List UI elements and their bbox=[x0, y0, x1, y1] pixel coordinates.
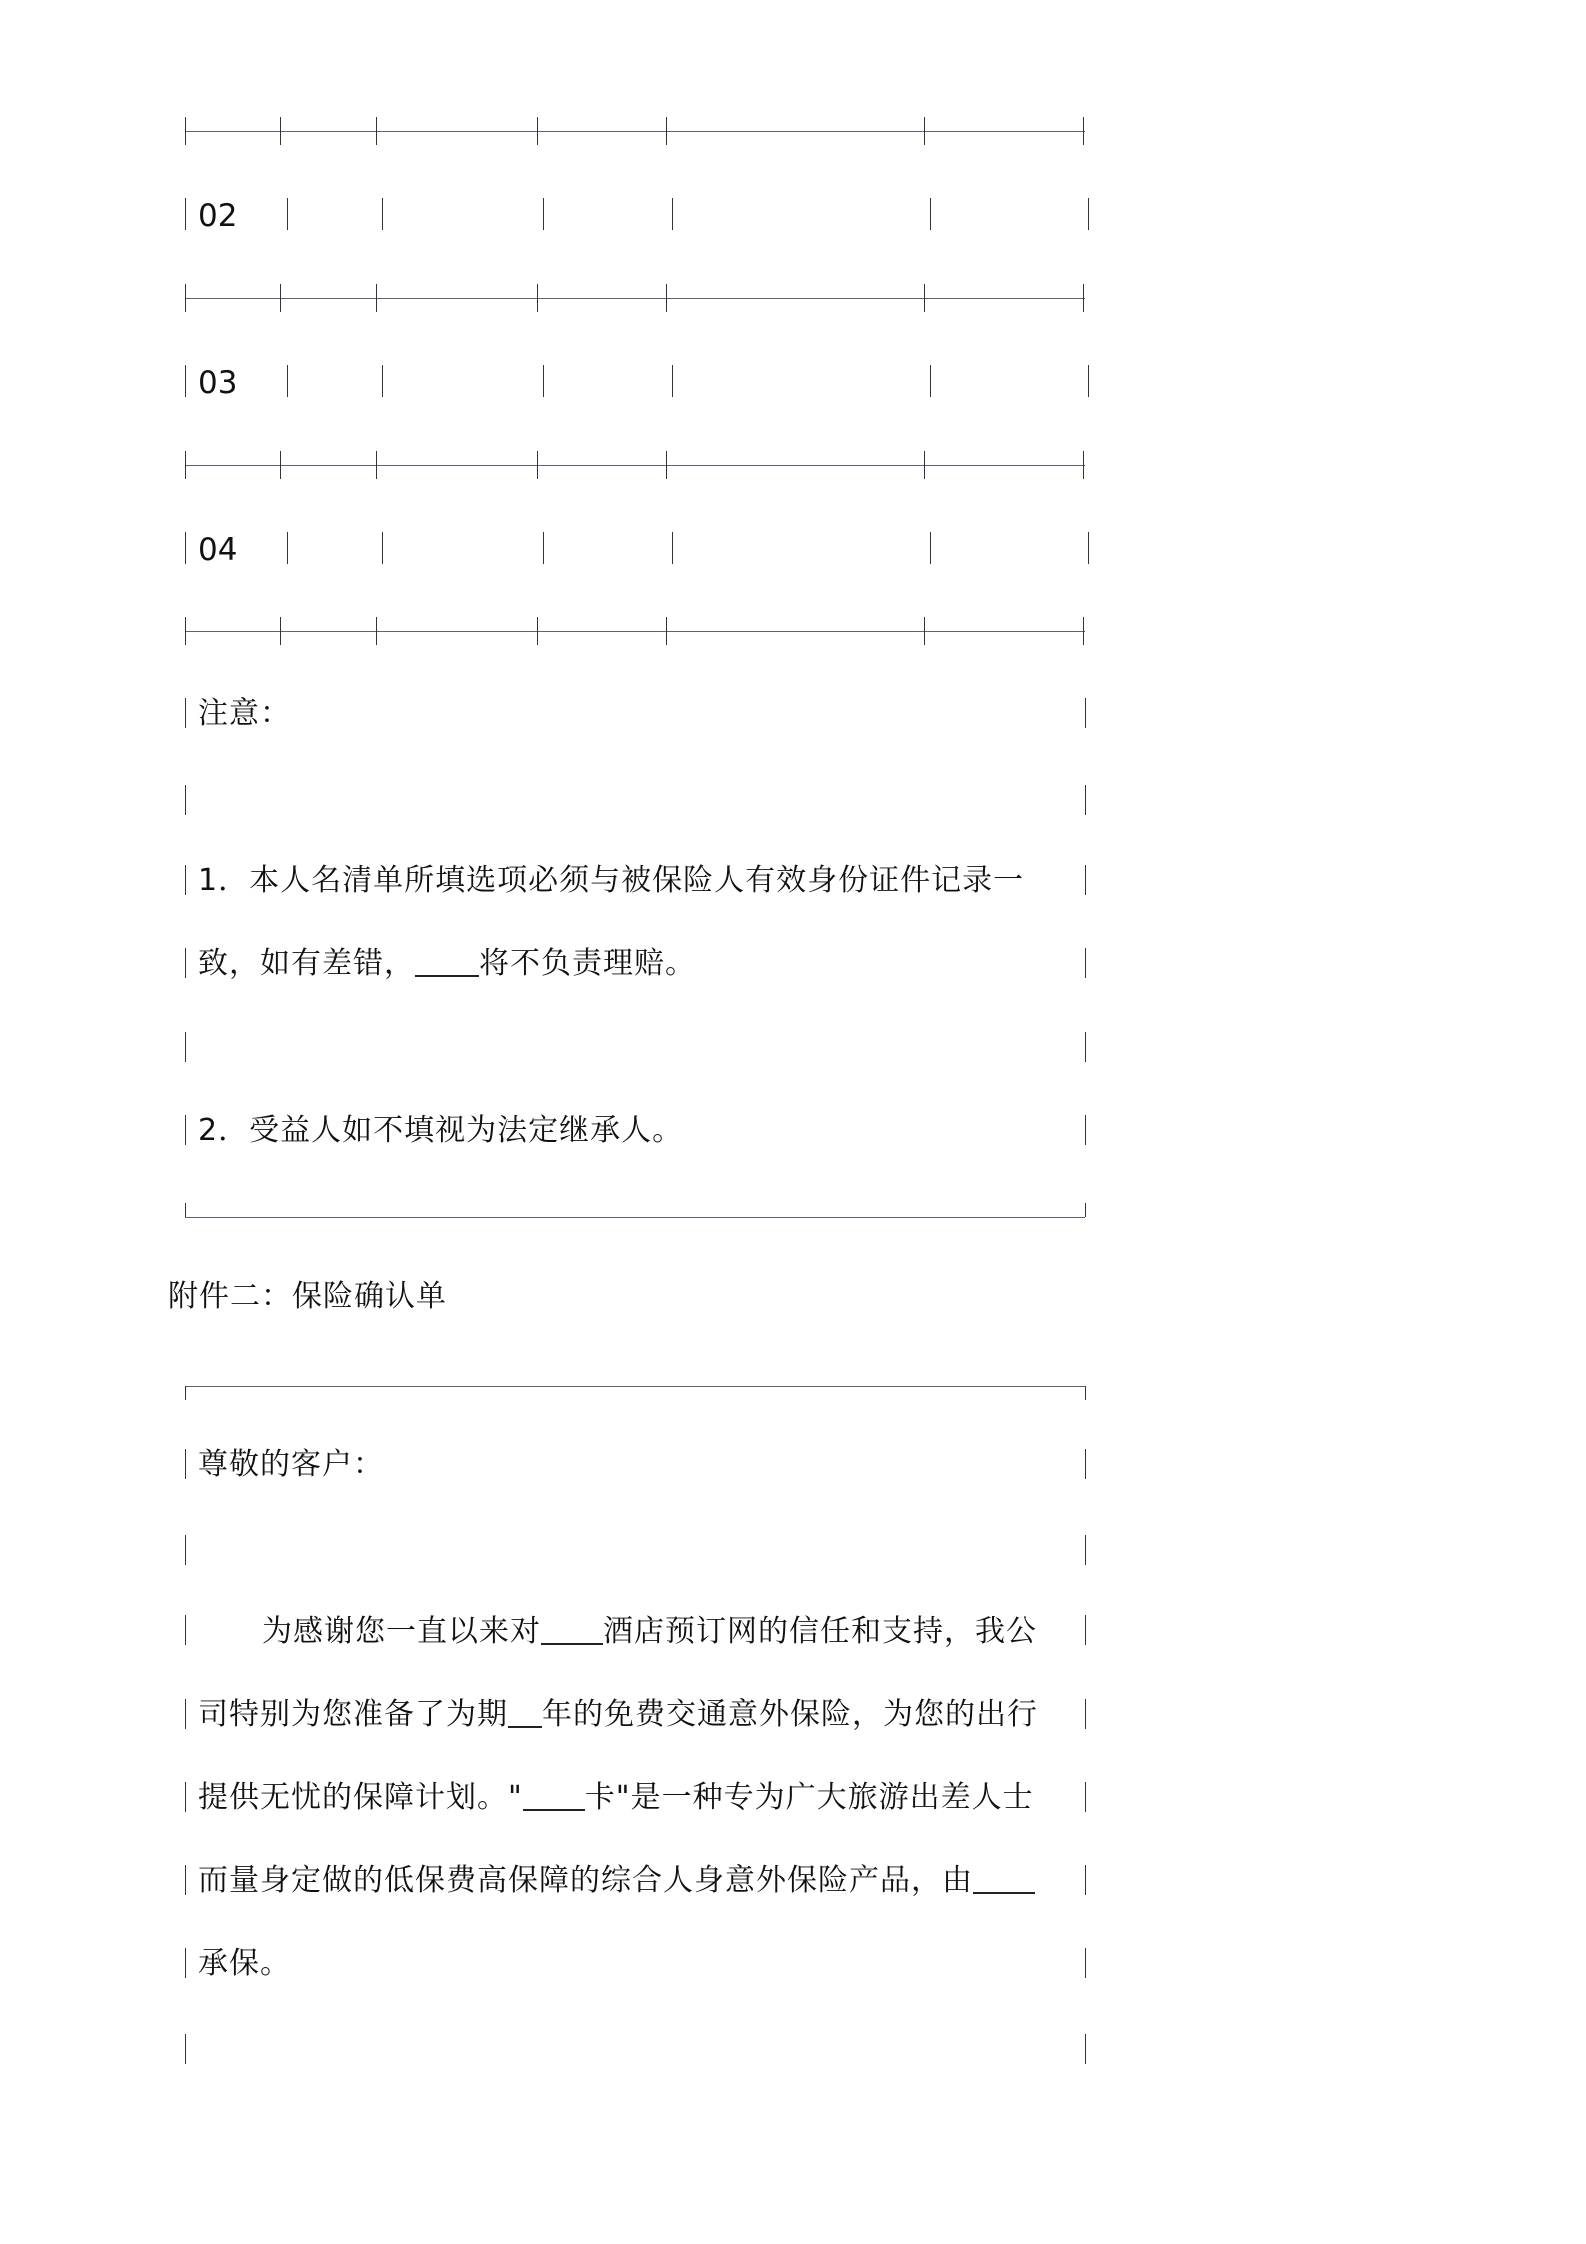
notes-item-1-text-b: 将不负责理赔。 bbox=[479, 946, 696, 981]
box-corner bbox=[185, 1203, 186, 1217]
box-border-right bbox=[1085, 1865, 1086, 1895]
paragraph-text: 卡"是一种专为广大旅游出差人士 bbox=[584, 1780, 1034, 1815]
paragraph-text: 酒店预订网的信任和支持，我公 bbox=[603, 1614, 1037, 1649]
table-rule-tick bbox=[537, 117, 538, 145]
table-rule bbox=[185, 465, 1085, 466]
table-rule-tick bbox=[924, 451, 925, 479]
table-rule-tick bbox=[537, 617, 538, 645]
table-rule-tick bbox=[924, 117, 925, 145]
paragraph-text: 提供无忧的保障计划。" bbox=[198, 1780, 523, 1815]
table-rule-tick bbox=[280, 284, 281, 312]
box-border-left bbox=[185, 948, 186, 978]
table-cell-border bbox=[672, 365, 673, 397]
table-cell-border bbox=[185, 198, 186, 230]
table-cell-border bbox=[672, 532, 673, 564]
table-rule-tick bbox=[185, 617, 186, 645]
box-border-right bbox=[1085, 698, 1086, 728]
fill-in-blank bbox=[541, 1613, 603, 1645]
table-cell-border bbox=[1088, 198, 1089, 230]
paragraph-line bbox=[198, 1861, 1035, 1901]
box-border-left bbox=[185, 698, 186, 728]
table-cell-border bbox=[287, 198, 288, 230]
table-row-number: 04 bbox=[198, 532, 238, 568]
box-border-right bbox=[1085, 1782, 1086, 1812]
table-rule-tick bbox=[280, 117, 281, 145]
table-rule-tick bbox=[376, 284, 377, 312]
box-corner bbox=[185, 1386, 186, 1400]
table-rule-tick bbox=[1083, 117, 1084, 145]
box-border-left bbox=[185, 1865, 186, 1895]
table-rule-tick bbox=[280, 617, 281, 645]
table-rule-tick bbox=[924, 284, 925, 312]
box-border-left bbox=[185, 785, 186, 815]
box-border-left bbox=[185, 1615, 186, 1645]
table-rule bbox=[185, 631, 1085, 632]
box-border-left bbox=[185, 1032, 186, 1062]
notes-item-2: 2．受益人如不填视为法定继承人。 bbox=[198, 1113, 684, 1148]
box-border-left bbox=[185, 1699, 186, 1729]
box-border-left bbox=[185, 1782, 186, 1812]
box-border-right bbox=[1085, 785, 1086, 815]
table-cell-border bbox=[543, 532, 544, 564]
box-border-left bbox=[185, 2034, 186, 2064]
table-rule-tick bbox=[1083, 451, 1084, 479]
table-rule-tick bbox=[666, 617, 667, 645]
table-rule-tick bbox=[1083, 617, 1084, 645]
table-cell-border bbox=[287, 365, 288, 397]
table-rule-tick bbox=[376, 451, 377, 479]
box-border-left bbox=[185, 1948, 186, 1978]
confirm-box-top bbox=[185, 1386, 1085, 1387]
table-rule-top bbox=[185, 131, 1085, 132]
box-border-left bbox=[185, 1115, 186, 1145]
greeting: 尊敬的客户： bbox=[198, 1447, 384, 1482]
box-border-right bbox=[1085, 1115, 1086, 1145]
box-border-right bbox=[1085, 2034, 1086, 2064]
table-cell-border bbox=[930, 198, 931, 230]
table-rule-tick bbox=[185, 117, 186, 145]
table-cell-border bbox=[382, 532, 383, 564]
paragraph-text: 年的免费交通意外保险，为您的出行 bbox=[542, 1697, 1038, 1732]
notes-item-1: 1．本人名清单所填选项必须与被保险人有效身份证件记录一 bbox=[198, 863, 1025, 898]
paragraph-text: 而量身定做的低保费高保障的综合人身意外保险产品，由 bbox=[198, 1863, 973, 1898]
box-corner bbox=[1085, 1203, 1086, 1217]
notes-box-bottom bbox=[185, 1217, 1085, 1218]
table-rule-tick bbox=[924, 617, 925, 645]
table-row-number: 03 bbox=[198, 365, 238, 401]
box-border-right bbox=[1085, 1449, 1086, 1479]
table-cell-border bbox=[543, 198, 544, 230]
table-cell-border bbox=[930, 365, 931, 397]
attachment-title: 附件二：保险确认单 bbox=[168, 1279, 447, 1314]
table-cell-border bbox=[672, 198, 673, 230]
table-rule-tick bbox=[666, 117, 667, 145]
table-cell-border bbox=[382, 365, 383, 397]
box-border-right bbox=[1085, 1948, 1086, 1978]
notes-item-1-text-a: 致，如有差错， bbox=[198, 946, 415, 981]
box-border-right bbox=[1085, 1032, 1086, 1062]
paragraph-line bbox=[198, 1695, 1038, 1735]
box-border-left bbox=[185, 1535, 186, 1565]
fill-in-blank bbox=[973, 1862, 1035, 1894]
box-border-left bbox=[185, 865, 186, 895]
table-cell-border bbox=[382, 198, 383, 230]
table-rule-tick bbox=[376, 617, 377, 645]
paragraph-line bbox=[198, 1778, 1034, 1818]
table-row-number: 02 bbox=[198, 198, 238, 234]
table-cell-border bbox=[1088, 365, 1089, 397]
table-rule-tick bbox=[537, 451, 538, 479]
notes-item-1-cont bbox=[198, 944, 696, 984]
paragraph-text: 司特别为您准备了为期 bbox=[198, 1697, 508, 1732]
box-border-right bbox=[1085, 1535, 1086, 1565]
table-rule-tick bbox=[280, 451, 281, 479]
table-rule-tick bbox=[1083, 284, 1084, 312]
box-border-right bbox=[1085, 1699, 1086, 1729]
fill-in-blank bbox=[508, 1696, 542, 1728]
table-rule bbox=[185, 298, 1085, 299]
box-border-left bbox=[185, 1449, 186, 1479]
table-rule-tick bbox=[537, 284, 538, 312]
table-rule-tick bbox=[666, 451, 667, 479]
table-cell-border bbox=[185, 532, 186, 564]
fill-in-blank bbox=[523, 1779, 585, 1811]
paragraph-line bbox=[262, 1612, 1037, 1652]
fill-in-blank bbox=[415, 945, 479, 977]
notes-heading: 注意： bbox=[198, 696, 291, 731]
table-cell-border bbox=[185, 365, 186, 397]
box-border-right bbox=[1085, 1615, 1086, 1645]
box-border-right bbox=[1085, 865, 1086, 895]
box-border-right bbox=[1085, 948, 1086, 978]
table-cell-border bbox=[543, 365, 544, 397]
table-rule-tick bbox=[185, 451, 186, 479]
box-corner bbox=[1085, 1386, 1086, 1400]
table-rule-tick bbox=[376, 117, 377, 145]
table-cell-border bbox=[930, 532, 931, 564]
table-rule-tick bbox=[666, 284, 667, 312]
table-rule-tick bbox=[185, 284, 186, 312]
table-cell-border bbox=[287, 532, 288, 564]
paragraph-line: 承保。 bbox=[198, 1946, 291, 1981]
paragraph-text: 为感谢您一直以来对 bbox=[262, 1614, 541, 1649]
table-cell-border bbox=[1088, 532, 1089, 564]
